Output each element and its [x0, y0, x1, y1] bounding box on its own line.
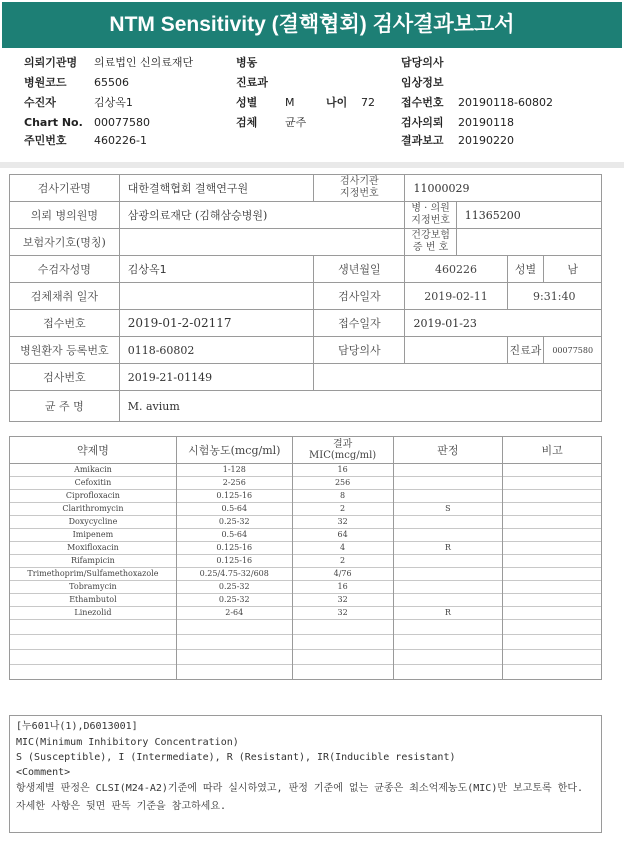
table-row: [10, 529, 602, 542]
test-range-cell: 2-64: [176, 607, 292, 620]
cell-value: [119, 283, 314, 310]
table-row: [10, 503, 602, 516]
cell-value: 대한결핵협회 결핵연구원: [119, 175, 314, 202]
cell-label: 의뢰 병의원명: [10, 202, 120, 229]
header-label: 병동: [236, 56, 258, 69]
header-value: M: [285, 96, 295, 109]
cell-label: 검사기관명: [10, 175, 120, 202]
remark-cell: [503, 516, 602, 529]
interpretation-cell: [393, 464, 503, 477]
report-title: NTM Sensitivity (결핵협회) 검사결과보고서: [2, 2, 622, 48]
empty-cell: [393, 650, 503, 665]
header-value: 균주: [285, 116, 307, 129]
mic-value-cell: 32: [292, 516, 393, 529]
test-range-cell: 0.25-32: [176, 594, 292, 607]
memo-comment-text: 항생제별 판정은 CLSI(M24-A2)기준에 따라 실시하였고, 판정 기준에 없는 균종은 최소억제농도(MIC)만 보고토록 한다. 자세한 사항은 뒷면 판독 기준을 참고하세요.: [16, 783, 584, 812]
cell-label: 생년월일: [314, 256, 405, 283]
header-value: 20190220: [458, 134, 514, 147]
column-header-remark: 비고: [503, 437, 602, 464]
drug-name-cell: Linezolid: [10, 607, 177, 620]
table-row: [10, 594, 602, 607]
cell-label: 담당의사: [314, 337, 405, 364]
test-range-cell: 0.5-64: [176, 529, 292, 542]
drug-name-cell: Clarithromycin: [10, 503, 177, 516]
cell-label: 진료과: [507, 337, 544, 364]
cell-value: [119, 229, 405, 256]
table-header-row: [10, 437, 602, 464]
interpretation-cell: [393, 477, 503, 490]
table-row: [10, 310, 602, 337]
interpretation-cell: [393, 594, 503, 607]
cell-label: 검사번호: [10, 364, 120, 391]
table-row: [10, 337, 602, 364]
cell-value: 460226: [405, 256, 507, 283]
table-row: [10, 229, 602, 256]
comment-box: [9, 715, 602, 833]
interpretation-cell: [393, 581, 503, 594]
empty-cell: [292, 620, 393, 635]
mic-value-cell: 4/76: [292, 568, 393, 581]
empty-cell: [176, 635, 292, 650]
interpretation-cell: [393, 490, 503, 503]
test-range-cell: 0.25-32: [176, 516, 292, 529]
cell-value: [456, 229, 601, 256]
drug-name-cell: Imipenem: [10, 529, 177, 542]
test-range-cell: 0.25/4.75-32/608: [176, 568, 292, 581]
remark-cell: [503, 503, 602, 516]
drug-name-cell: Trimethoprim/Sulfamethoxazole: [10, 568, 177, 581]
header-label: 병원코드: [24, 76, 67, 89]
empty-cell: [10, 665, 177, 680]
table-row: [10, 391, 602, 422]
mic-value-cell: 256: [292, 477, 393, 490]
header-label: Chart No.: [24, 116, 83, 129]
cell-value: 2019-01-2-02117: [119, 310, 314, 337]
institution-info-table: [9, 174, 602, 422]
header-value: 00077580: [94, 116, 150, 129]
header-label: 담당의사: [401, 56, 444, 69]
empty-cell: [393, 620, 503, 635]
remark-cell: [503, 529, 602, 542]
table-row: [10, 581, 602, 594]
interpretation-cell: S: [393, 503, 503, 516]
section-divider: [0, 162, 624, 168]
header-value: 김상옥1: [94, 96, 133, 109]
remark-cell: [503, 581, 602, 594]
header-value: 65506: [94, 76, 129, 89]
test-range-cell: 0.125-16: [176, 542, 292, 555]
empty-cell: [503, 665, 602, 680]
test-range-cell: 0.25-32: [176, 581, 292, 594]
drug-name-cell: Amikacin: [10, 464, 177, 477]
cell-empty: [314, 364, 602, 391]
header-label: 결과보고: [401, 134, 444, 147]
column-header-interpretation: 판정: [393, 437, 503, 464]
table-row: [10, 477, 602, 490]
test-range-cell: 2-256: [176, 477, 292, 490]
cell-label: 접수일자: [314, 310, 405, 337]
remark-cell: [503, 594, 602, 607]
table-row: [10, 364, 602, 391]
test-range-cell: 0.125-16: [176, 490, 292, 503]
empty-cell: [10, 650, 177, 665]
empty-cell: [292, 650, 393, 665]
memo-code: [누601나(1),D6013001]: [16, 721, 138, 732]
remark-cell: [503, 542, 602, 555]
drug-name-cell: Cefoxitin: [10, 477, 177, 490]
table-row: [10, 283, 602, 310]
test-range-cell: 0.5-64: [176, 503, 292, 516]
cell-label: 성별: [507, 256, 544, 283]
cell-label: 검사기관 지정번호: [314, 175, 405, 202]
mic-value-cell: 64: [292, 529, 393, 542]
header-value: 의료법인 신의료재단: [94, 56, 194, 69]
remark-cell: [503, 555, 602, 568]
drug-name-cell: Rifampicin: [10, 555, 177, 568]
header-label: 검체: [236, 116, 258, 129]
remark-cell: [503, 477, 602, 490]
empty-cell: [10, 620, 177, 635]
empty-cell: [393, 635, 503, 650]
header-value: 20190118: [458, 116, 514, 129]
cell-label: 건강보험 증 번 호: [405, 229, 456, 256]
empty-cell: [10, 635, 177, 650]
empty-cell: [176, 620, 292, 635]
mic-value-cell: 16: [292, 581, 393, 594]
cell-value: 00077580: [544, 337, 602, 364]
header-label: 진료과: [236, 76, 268, 89]
table-row: [10, 490, 602, 503]
empty-cell: [503, 635, 602, 650]
mic-value-cell: 8: [292, 490, 393, 503]
header-label: 임상정보: [401, 76, 444, 89]
table-row: [10, 568, 602, 581]
cell-value: 11365200: [456, 202, 601, 229]
test-range-cell: 0.125-16: [176, 555, 292, 568]
susceptibility-results-table: [9, 436, 602, 680]
header-value: 20190118-60802: [458, 96, 553, 109]
mic-value-cell: 32: [292, 594, 393, 607]
remark-cell: [503, 464, 602, 477]
interpretation-cell: [393, 568, 503, 581]
header-label: 주민번호: [24, 134, 67, 147]
drug-name-cell: Ethambutol: [10, 594, 177, 607]
interpretation-cell: [393, 555, 503, 568]
table-row: [10, 464, 602, 477]
cell-value: [405, 337, 507, 364]
column-header-mic: 결과 MIC(mcg/ml): [292, 437, 393, 464]
cell-value: 9:31:40: [507, 283, 601, 310]
cell-value: 2019-02-11: [405, 283, 507, 310]
table-row-empty: [10, 650, 602, 665]
empty-cell: [292, 665, 393, 680]
cell-label: 균 주 명: [10, 391, 120, 422]
memo-comment-label: <Comment>: [16, 767, 71, 778]
table-row: [10, 175, 602, 202]
cell-label: 접수번호: [10, 310, 120, 337]
test-range-cell: 1-128: [176, 464, 292, 477]
table-row: [10, 202, 602, 229]
drug-name-cell: Tobramycin: [10, 581, 177, 594]
table-row-empty: [10, 665, 602, 680]
table-row: [10, 256, 602, 283]
table-row: [10, 542, 602, 555]
table-row: [10, 607, 602, 620]
remark-cell: [503, 490, 602, 503]
table-row-empty: [10, 620, 602, 635]
mic-value-cell: 2: [292, 555, 393, 568]
cell-value: 남: [544, 256, 602, 283]
mic-value-cell: 32: [292, 607, 393, 620]
cell-value: 0118-60802: [119, 337, 314, 364]
header-value: 72: [361, 96, 375, 109]
empty-cell: [176, 650, 292, 665]
cell-value: M. avium: [119, 391, 601, 422]
cell-value: 11000029: [405, 175, 602, 202]
table-row: [10, 555, 602, 568]
cell-label: 검체채취 일자: [10, 283, 120, 310]
memo-legend: S (Susceptible), I (Intermediate), R (Resistant), IR(Inducible resistant): [16, 752, 456, 763]
interpretation-cell: [393, 516, 503, 529]
column-header-range: 시험농도(mcg/ml): [176, 437, 292, 464]
remark-cell: [503, 568, 602, 581]
empty-cell: [503, 650, 602, 665]
cell-value: 2019-21-01149: [119, 364, 314, 391]
header-label: 검사의뢰: [401, 116, 444, 129]
empty-cell: [292, 635, 393, 650]
interpretation-cell: R: [393, 542, 503, 555]
drug-name-cell: Moxifloxacin: [10, 542, 177, 555]
header-label: 접수번호: [401, 96, 444, 109]
cell-label: 보험자기호(명칭): [10, 229, 120, 256]
cell-value: 김상옥1: [119, 256, 314, 283]
header-label: 의뢰기관명: [24, 56, 78, 69]
mic-value-cell: 16: [292, 464, 393, 477]
empty-cell: [393, 665, 503, 680]
empty-cell: [503, 620, 602, 635]
empty-cell: [176, 665, 292, 680]
column-header-drug: 약제명: [10, 437, 177, 464]
memo-mic-definition: MIC(Minimum Inhibitory Concentration): [16, 737, 239, 748]
cell-value: 2019-01-23: [405, 310, 602, 337]
drug-name-cell: Ciprofloxacin: [10, 490, 177, 503]
drug-name-cell: Doxycycline: [10, 516, 177, 529]
cell-label: 병원환자 등록번호: [10, 337, 120, 364]
mic-value-cell: 2: [292, 503, 393, 516]
mic-value-cell: 4: [292, 542, 393, 555]
header-value: 460226-1: [94, 134, 147, 147]
remark-cell: [503, 607, 602, 620]
header-label: 수진자: [24, 96, 56, 109]
header-label: 성별: [236, 96, 258, 109]
cell-label: 검사일자: [314, 283, 405, 310]
table-row-empty: [10, 635, 602, 650]
table-row: [10, 516, 602, 529]
cell-label: 수검자성명: [10, 256, 120, 283]
interpretation-cell: [393, 529, 503, 542]
interpretation-cell: R: [393, 607, 503, 620]
cell-value: 삼광의료재단 (김해삼승병원): [119, 202, 405, 229]
cell-label: 병 · 의원 지정번호: [405, 202, 456, 229]
header-label: 나이: [326, 96, 348, 109]
